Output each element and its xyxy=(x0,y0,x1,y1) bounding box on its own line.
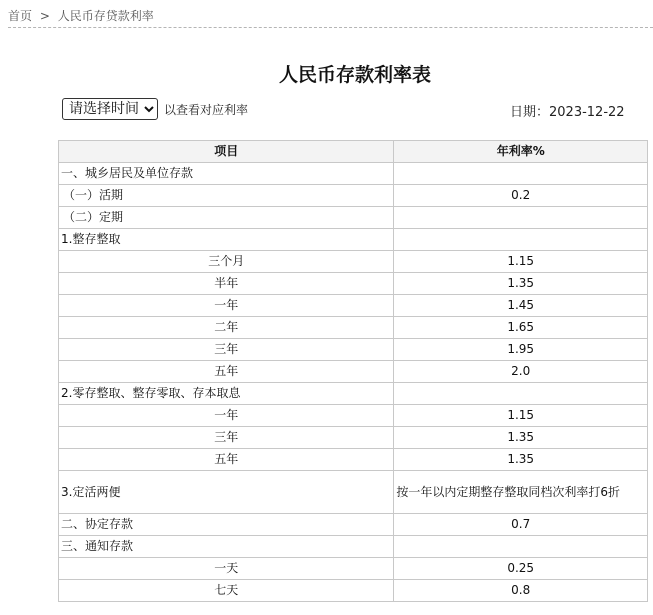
column-header-rate: 年利率% xyxy=(394,141,648,163)
table-row xyxy=(59,229,648,251)
row-rate xyxy=(394,229,648,251)
table-row xyxy=(59,514,648,536)
row-rate: 按一年以内定期整存整取同档次利率打6折 xyxy=(394,471,648,514)
row-item: 三个月 xyxy=(59,251,394,273)
row-item: （二）定期 xyxy=(59,207,394,229)
breadcrumb-separator: > xyxy=(39,9,50,23)
breadcrumb-divider xyxy=(8,27,653,28)
row-item: 一、城乡居民及单位存款 xyxy=(59,163,394,185)
row-rate: 1.35 xyxy=(394,427,648,449)
row-item: 一年 xyxy=(59,295,394,317)
table-row xyxy=(59,580,648,602)
column-header-item: 项目 xyxy=(59,141,394,163)
row-rate: 1.15 xyxy=(394,251,648,273)
breadcrumb xyxy=(8,6,653,26)
time-select[interactable] xyxy=(62,98,158,120)
row-rate: 1.35 xyxy=(394,273,648,295)
table-row xyxy=(59,163,648,185)
row-item: 五年 xyxy=(59,361,394,383)
table-row xyxy=(59,185,648,207)
row-rate: 0.7 xyxy=(394,514,648,536)
breadcrumb-home-link[interactable]: 首页 xyxy=(8,9,33,23)
table-row xyxy=(59,536,648,558)
time-select-hint: 以查看对应利率 xyxy=(164,102,249,117)
table-row xyxy=(59,317,648,339)
row-item: 三年 xyxy=(59,339,394,361)
row-rate: 0.2 xyxy=(394,185,648,207)
row-item: 三、通知存款 xyxy=(59,536,394,558)
time-filter xyxy=(62,98,248,120)
table-row xyxy=(59,207,648,229)
row-item: 二、协定存款 xyxy=(59,514,394,536)
page-title: 人民币存款利率表 xyxy=(278,64,431,86)
table-row xyxy=(59,383,648,405)
row-item: （一）活期 xyxy=(59,185,394,207)
row-rate: 1.15 xyxy=(394,405,648,427)
row-rate: 1.65 xyxy=(394,317,648,339)
table-row xyxy=(59,295,648,317)
table-row xyxy=(59,449,648,471)
row-item: 五年 xyxy=(59,449,394,471)
row-rate xyxy=(394,207,648,229)
row-item: 七天 xyxy=(59,580,394,602)
row-item: 2.零存整取、整存零取、存本取息 xyxy=(59,383,394,405)
row-rate xyxy=(394,536,648,558)
row-rate: 0.25 xyxy=(394,558,648,580)
breadcrumb-current: 人民币存贷款利率 xyxy=(57,9,154,23)
table-row xyxy=(59,405,648,427)
row-item: 一天 xyxy=(59,558,394,580)
row-item: 3.定活两便 xyxy=(59,471,394,514)
table-row xyxy=(59,251,648,273)
table-row xyxy=(59,361,648,383)
table-row xyxy=(59,339,648,361)
row-rate: 1.95 xyxy=(394,339,648,361)
row-rate xyxy=(394,163,648,185)
row-item: 一年 xyxy=(59,405,394,427)
row-rate: 0.8 xyxy=(394,580,648,602)
row-rate: 2.0 xyxy=(394,361,648,383)
row-rate: 1.35 xyxy=(394,449,648,471)
row-rate: 1.45 xyxy=(394,295,648,317)
table-header-row xyxy=(59,141,648,163)
row-item: 1.整存整取 xyxy=(59,229,394,251)
date-label: 日期：2023-12-22 xyxy=(510,105,625,120)
table-row xyxy=(59,558,648,580)
row-item: 二年 xyxy=(59,317,394,339)
table-row xyxy=(59,273,648,295)
table-row xyxy=(59,427,648,449)
row-rate xyxy=(394,383,648,405)
row-item: 三年 xyxy=(59,427,394,449)
rate-table xyxy=(58,140,648,602)
row-item: 半年 xyxy=(59,273,394,295)
table-row xyxy=(59,471,648,514)
